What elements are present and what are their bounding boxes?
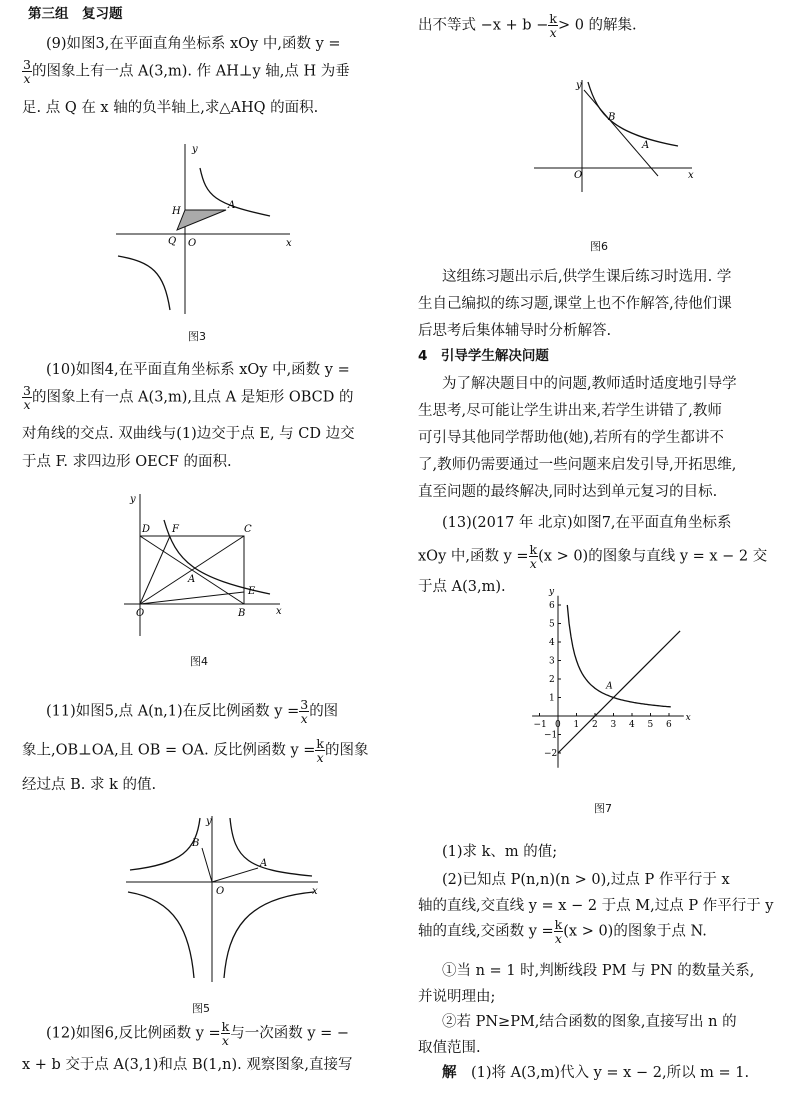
origin-label: O xyxy=(216,886,225,897)
q12-continued: 出不等式 −x + b − $\frac{k}{x}$ > 0 的解集. xyxy=(418,11,637,41)
origin-label: O xyxy=(136,608,145,619)
q10-line3: 对角线的交点. 双曲线与(1)边交于点 E, 与 CD 边交 xyxy=(22,426,355,442)
para2-line4: 了,教师仍需要通过一些问题来启发引导,开拓思维, xyxy=(418,457,737,473)
sub2-line3: 轴的直线,交函数 y = $\frac{k}{x}$ (x > 0)的图象于点 N. xyxy=(418,917,707,947)
solution-line: 解 (1)将 A(3,m)代入 y = x − 2,所以 m = 1. xyxy=(442,1065,750,1081)
line-y-x-minus-2 xyxy=(558,631,680,753)
y-axis-label: y xyxy=(576,80,582,91)
origin-label: O xyxy=(188,238,197,249)
fraction: $\frac{k}{x}$ xyxy=(529,542,538,572)
point-a-label: A xyxy=(642,140,650,151)
y-tick-label: −1 xyxy=(544,730,558,741)
q11-line2: 象上,OB⊥OA,且 OB = OA. 反比例函数 y = $\frac{k}{x}$ 的图象 xyxy=(22,736,369,766)
x-tick-label: 6 xyxy=(666,720,672,730)
sub2-line2: 轴的直线,交直线 y = x − 2 于点 M,过点 P 作平行于 y xyxy=(418,898,774,914)
figure-6-caption: 图6 xyxy=(590,240,608,253)
sub2-2-line1: ②若 PN≥PM,结合函数的图象,直接写出 n 的 xyxy=(442,1014,737,1030)
q10-line4: 于点 F. 求四边形 OECF 的面积. xyxy=(22,454,232,470)
y-tick-label: 1 xyxy=(549,693,555,704)
x-axis-label: x xyxy=(312,886,318,897)
figure-5-caption: 图5 xyxy=(192,1002,210,1015)
sub1: (1)求 k、m 的值; xyxy=(442,844,558,860)
para1-line3: 后思考后集体辅导时分析解答. xyxy=(418,323,612,339)
x-tick-label: 0 xyxy=(555,720,561,730)
q11-line1: (11)如图5,点 A(n,1)在反比例函数 y = $\frac{3}{x}$ 的图 xyxy=(46,697,339,727)
q9-line3: 足. 点 Q 在 x 轴的负半轴上,求△AHQ 的面积. xyxy=(22,100,319,116)
x-axis-label: x xyxy=(688,170,694,181)
y-axis-label: y xyxy=(549,586,555,597)
para2-line1: 为了解决题目中的问题,教师适时适度地引导学 xyxy=(442,376,737,392)
y-axis-label: y xyxy=(192,144,198,155)
figure-7-axes xyxy=(532,587,691,768)
q9-line2: $\frac{3}{x}$ 的图象上有一点 A(3,m). 作 AH⊥y 轴,点 H 为垂 xyxy=(23,57,350,87)
q9-line1: (9)如图3,在平面直角坐标系 xOy 中,函数 y = xyxy=(46,36,341,52)
section-4-heading: 4 引导学生解决问题 xyxy=(418,348,549,364)
y-tick-label: 6 xyxy=(549,601,555,611)
point-e-label: E xyxy=(248,586,256,597)
para2-line3: 可引导其他同学帮助他(她),若所有的学生都讲不 xyxy=(418,430,724,446)
fraction: $\frac{k}{x}$ xyxy=(549,11,557,41)
y-tick-label: 2 xyxy=(549,675,555,685)
x-tick-label: −1 xyxy=(533,720,547,730)
para2-line2: 生思考,尽可能让学生讲出来,若学生讲错了,教师 xyxy=(418,403,722,419)
point-q-label: Q xyxy=(168,236,177,247)
y-axis-label: y xyxy=(130,494,136,505)
point-c-label: C xyxy=(244,524,252,535)
q12-line2: x + b 交于点 A(3,1)和点 B(1,n). 观察图象,直接写 xyxy=(22,1057,353,1073)
sub2-line1: (2)已知点 P(n,n)(n > 0),过点 P 作平行于 x xyxy=(442,872,730,888)
sub2-1-line2: 并说明理由; xyxy=(418,989,496,1005)
figure-3-caption: 图3 xyxy=(188,330,206,343)
x-tick-label: 4 xyxy=(629,720,635,730)
y-tick-label: 5 xyxy=(549,619,555,630)
x-axis-label: x xyxy=(685,713,691,723)
point-d-label: D xyxy=(142,524,151,535)
x-tick-label: 5 xyxy=(647,720,654,730)
point-h-label: H xyxy=(172,206,181,217)
x-axis-label: x xyxy=(286,238,292,249)
fraction: $\frac{3}{x}$ xyxy=(23,57,31,87)
figure-5 xyxy=(122,812,322,987)
fraction: $\frac{3}{x}$ xyxy=(23,383,31,413)
y-tick-label: 4 xyxy=(549,638,555,648)
point-a-label: A xyxy=(606,681,613,692)
sub2-1-line1: ①当 n = 1 时,判断线段 PM 与 PN 的数量关系, xyxy=(442,963,755,979)
para2-line5: 直至问题的最终解决,同时达到单元复习的目标. xyxy=(418,484,718,500)
group-title: 第三组 复习题 xyxy=(28,6,123,22)
x-tick-label: 2 xyxy=(592,720,598,730)
y-tick-label: −2 xyxy=(544,749,558,759)
fraction: $\frac{k}{x}$ xyxy=(554,917,563,947)
point-a-label: A xyxy=(188,574,196,585)
x-tick-label: 1 xyxy=(573,720,580,730)
figure-7 xyxy=(524,586,694,790)
q11-line3: 经过点 B. 求 k 的值. xyxy=(22,777,157,793)
y-tick-label: 3 xyxy=(549,656,555,667)
solution-label: 解 xyxy=(442,1065,457,1081)
para1-line1: 这组练习题出示后,供学生课后练习时选用. 学 xyxy=(442,269,732,285)
point-a-label: A xyxy=(260,858,268,869)
figure-6 xyxy=(528,76,698,196)
q12-line1: (12)如图6,反比例函数 y = $\frac{k}{x}$ 与一次函数 y = − xyxy=(46,1019,350,1049)
point-a-label: A xyxy=(228,200,236,211)
point-b-label: B xyxy=(238,608,246,619)
figure-4 xyxy=(120,490,290,640)
fraction: $\frac{3}{x}$ xyxy=(300,697,309,727)
figure-3 xyxy=(110,138,300,318)
y-axis-label: y xyxy=(206,816,212,827)
x-axis-label: x xyxy=(276,606,282,617)
figure-4-caption: 图4 xyxy=(190,655,208,668)
origin-label: O xyxy=(574,170,583,181)
figure-7-caption: 图7 xyxy=(594,802,612,815)
q13-line1: (13)(2017 年 北京)如图7,在平面直角坐标系 xyxy=(442,515,732,531)
q10-line1: (10)如图4,在平面直角坐标系 xOy 中,函数 y = xyxy=(46,362,350,378)
sub2-2-line2: 取值范围. xyxy=(418,1040,481,1056)
fraction: $\frac{k}{x}$ xyxy=(221,1019,230,1049)
para1-line2: 生自己编拟的练习题,课堂上也不作解答,待他们课 xyxy=(418,296,732,312)
x-tick-label: 3 xyxy=(610,720,617,730)
q10-line2: $\frac{3}{x}$ 的图象上有一点 A(3,m),且点 A 是矩形 OBCD 的 xyxy=(23,383,354,413)
q13-line3: 于点 A(3,m). xyxy=(418,579,506,595)
point-f-label: F xyxy=(172,524,179,535)
point-b-label: B xyxy=(192,838,200,849)
q13-line2: xOy 中,函数 y = $\frac{k}{x}$ (x > 0)的图象与直线 y = x − 2 交 xyxy=(418,542,768,572)
point-b-label: B xyxy=(608,112,616,123)
fraction: $\frac{k}{x}$ xyxy=(316,736,324,766)
